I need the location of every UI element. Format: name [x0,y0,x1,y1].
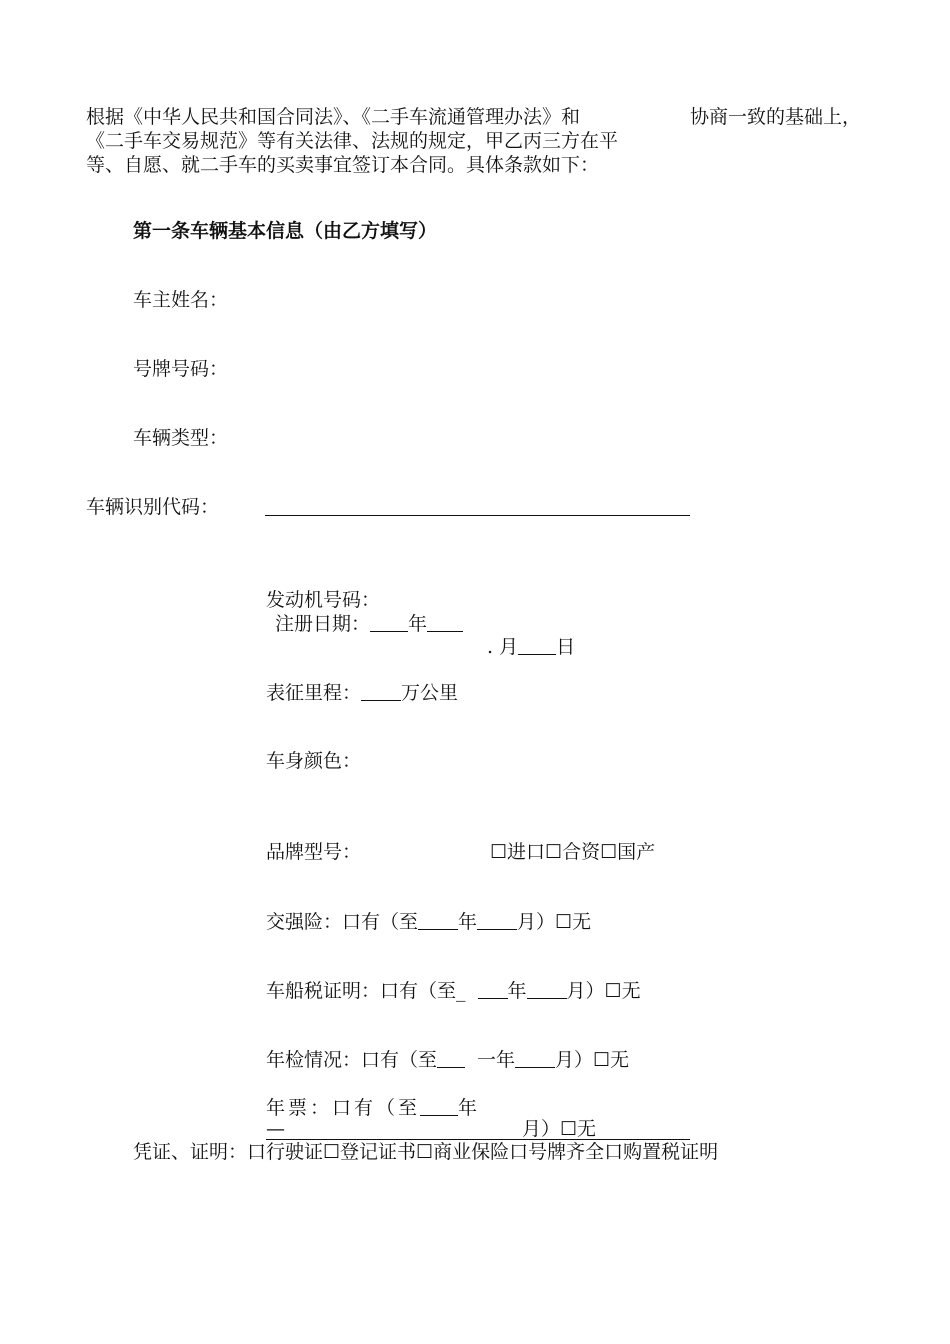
month-none-label: 月）☐无 [517,911,592,933]
article-1-heading: 第一条车辆基本信息（由乙方填写） [133,220,438,242]
vin-label: 车辆识别代码： [86,496,220,518]
vehicle-type-label: 车辆类型： [133,427,229,449]
vin-blank-line[interactable] [265,515,690,516]
inspection-line [266,1048,629,1072]
intro-line-1-right: 协商一致的基础上， [690,106,862,128]
month-none-label: 月）☐无 [555,1049,630,1071]
year-label: 年 [458,1097,481,1119]
vessel-tax-month-blank[interactable] [527,979,567,999]
year-label: 年 [507,980,527,1002]
month-label: . 月 [487,636,519,658]
mileage-blank[interactable] [361,681,401,701]
vessel-tax-year-blank[interactable] [478,979,508,999]
intro-line-2: 《二手车交易规范》等有关法律、法规的规定，甲乙丙三方在平 [86,130,619,152]
owner-name-label: 车主姓名： [133,289,229,311]
annual-ticket-line [266,1096,480,1120]
year-label: 年 [408,613,428,635]
insurance-year-blank[interactable] [418,910,458,930]
inspection-month-blank[interactable] [515,1048,555,1068]
reg-month-blank[interactable] [427,612,463,632]
reg-day-blank[interactable] [518,635,556,655]
documents-line: 凭证、证明：口行驶证☐登记证书☐商业保险口号牌齐全口购置税证明 [133,1141,719,1163]
mileage-label: 表征里程： [266,682,362,704]
vessel-tax-label: 车船税证明：口有（至_ [266,980,466,1002]
annual-ticket-label: 年票：口有（至 [266,1097,421,1119]
inspection-year-blank[interactable] [437,1048,465,1068]
year-label: 年 [458,911,478,933]
engine-number-label: 发动机号码： [266,589,381,611]
plate-number-label: 号牌号码： [133,358,229,380]
reg-year-blank[interactable] [370,612,408,632]
insurance-line [266,910,591,934]
annual-ticket-underline[interactable] [266,1139,690,1140]
brand-model-label: 品牌型号： [266,841,362,863]
annual-ticket-year-blank[interactable] [420,1096,458,1116]
origin-options[interactable]: ☐进口☐合资☐国产 [490,841,656,863]
insurance-month-blank[interactable] [477,910,517,930]
intro-line-3: 等、自愿、就二手车的买卖事宜签订本合同。具体条款如下： [86,154,600,176]
inspection-dash-year: 一年 [477,1049,516,1071]
registration-date-label: 注册日期： [275,613,371,635]
annual-ticket-dash: — [266,1118,285,1140]
day-label: 日 [556,636,576,658]
intro-line-1-left: 根据《中华人民共和国合同法》、《二手车流通管理办法》和 [86,106,581,128]
registration-date-cont [487,635,575,659]
vessel-tax-line [266,979,641,1003]
mileage-line [266,681,458,705]
body-color-label: 车身颜色： [266,750,362,772]
insurance-label: 交强险：口有（至 [266,911,419,933]
annual-ticket-month-none: 月）☐无 [522,1118,597,1140]
inspection-label: 年检情况：口有（至 [266,1049,438,1071]
month-none-label: 月）☐无 [566,980,641,1002]
registration-date-line [275,612,463,636]
mileage-unit: 万公里 [401,682,459,704]
